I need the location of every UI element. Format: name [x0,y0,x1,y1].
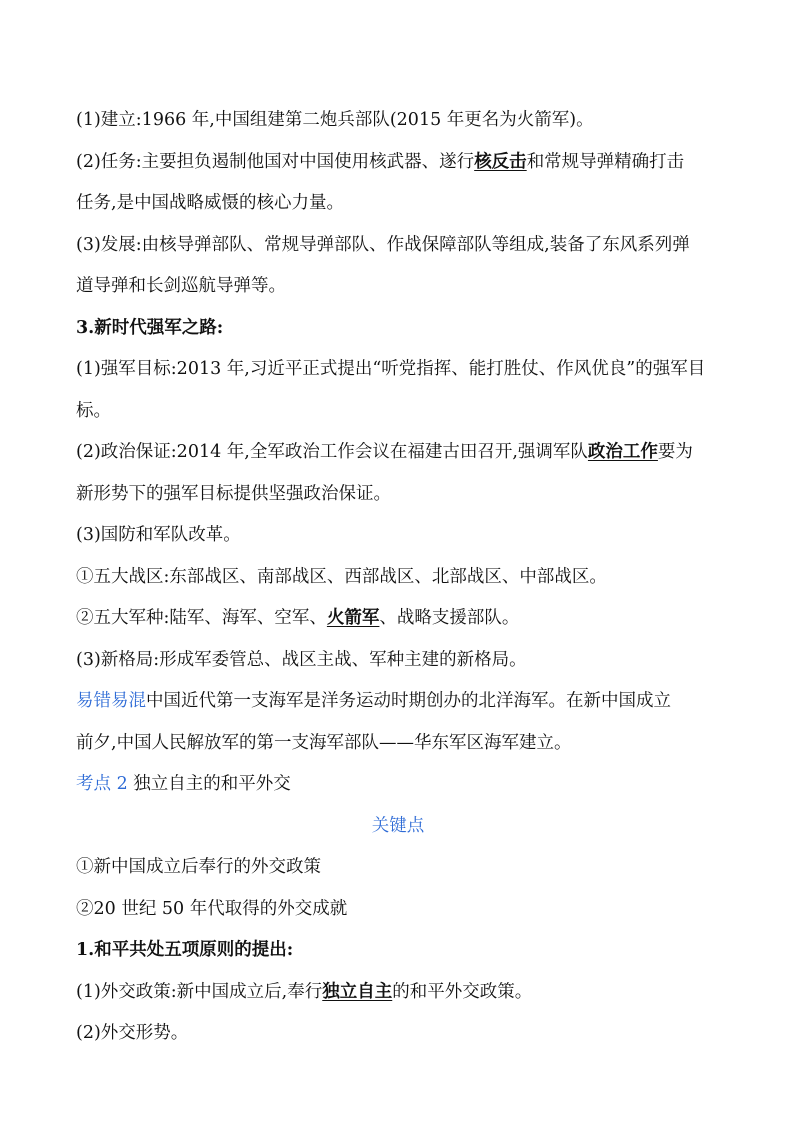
keyword-nuclear-counterattack: 核反击 [474,151,527,172]
paragraph-line-3 [76,183,720,225]
text-segment: (1)建立:1966 年,中国组建第二炮兵部队(2015 年更名为火箭军)。 [76,110,594,130]
keyword-political-work: 政治工作 [587,442,658,462]
text-segment: (1)强军目标:2013 年,习近平正式提出“听党指挥、能打胜仗、作风优良”的强军目 [76,359,706,379]
text-segment: 前夕,中国人民解放军的第一支海军部队——华东军区海军建立。 [76,732,572,753]
text-segment: 新形势下的强军目标提供坚强政治保证。 [76,483,391,504]
paragraph-line-12 [76,557,720,599]
paragraph-line-16 [76,723,720,765]
paragraph-line-19 [76,847,720,889]
tip-label: 易错易混 [76,691,146,711]
paragraph-line-11 [76,515,720,557]
text-segment: (3)新格局:形成军委管总、战区主战、军种主建的新格局。 [76,649,527,670]
text-segment: (2)外交形势。 [76,1023,189,1043]
text-segment: 标。 [76,400,111,421]
exam-point-heading [76,764,720,806]
paragraph-line-9 [76,432,720,474]
paragraph-line-4 [76,225,720,267]
text-segment: ①五大战区:东部战区、南部战区、西部战区、北部战区、中部战区。 [76,566,607,587]
text-segment: 任务,是中国战略威慑的核心力量。 [76,193,345,213]
text-segment: ②五大军种:陆军、海军、空军、 [76,608,327,628]
exam-point-title: 独立自主的和平外交 [127,774,291,794]
key-points-label: 关键点 [371,815,425,836]
text-segment: (2)任务:主要担负遏制他国对中国使用核武器、遂行 [76,151,475,172]
text-segment: (2)政治保证:2014 年,全军政治工作会议在福建古田召开,强调军队 [76,442,588,462]
document-body [76,100,720,1055]
text-segment: 中国近代第一支海军是洋务运动时期创办的北洋海军。在新中国成立 [146,691,671,711]
paragraph-line-13 [76,598,720,640]
paragraph-line-8 [76,391,720,433]
text-segment: (3)发展:由核导弹部队、常规导弹部队、作战保障部队等组成,装备了东风系列弹 [76,234,690,255]
text-segment: (1)外交政策:新中国成立后,奉行 [76,981,323,1002]
paragraph-line-1 [76,100,720,142]
text-segment: ②20 世纪 50 年代取得的外交成就 [76,898,348,919]
text-segment: 和常规导弹精确打击 [526,151,685,172]
text-segment: 、战略支援部队。 [379,608,520,628]
heading-text: 1.和平共处五项原则的提出: [76,940,294,960]
paragraph-line-2 [76,142,720,184]
text-segment: ①新中国成立后奉行的外交政策 [76,857,321,877]
paragraph-line-10 [76,474,720,516]
section-heading-1 [76,930,720,972]
paragraph-line-20 [76,889,720,931]
paragraph-line-22 [76,972,720,1014]
text-segment: 要为 [657,442,693,462]
paragraph-line-14 [76,640,720,682]
text-segment: (3)国防和军队改革。 [76,525,241,545]
exam-point-label: 考点 2 [76,774,128,794]
section-heading-3 [76,308,720,350]
key-points-title [76,806,720,848]
paragraph-line-7 [76,349,720,391]
paragraph-line-23 [76,1013,720,1055]
text-segment: 的和平外交政策。 [392,981,533,1002]
keyword-rocket-force: 火箭军 [326,608,380,628]
heading-text: 3.新时代强军之路: [76,317,224,338]
keyword-independence: 独立自主 [322,981,393,1002]
text-segment: 道导弹和长剑巡航导弹等。 [76,276,286,296]
paragraph-line-15 [76,681,720,723]
paragraph-line-5 [76,266,720,308]
